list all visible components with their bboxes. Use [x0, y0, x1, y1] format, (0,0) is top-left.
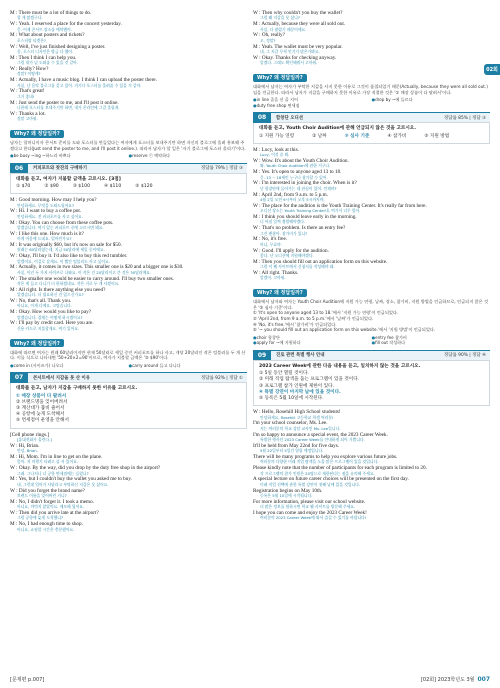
vocab-list	[253, 335, 490, 346]
dialogue-english: M : Then I think I can help you.	[10, 54, 77, 61]
dialogue-korean: 작은 게 들고 다니기 더 편하겠네요. 작은 거로 두 개 사겠어요.	[17, 281, 120, 287]
dialogue-korean: 그럼 왜 지갑을 못 샀니?	[260, 15, 300, 21]
dialogue-korean: 그래. 그나저나 너 공항 면세점에는 들렀니?	[17, 470, 89, 476]
dialogue-line	[10, 476, 247, 487]
dialogue-english: M : I think you should leave early in the morning.	[253, 214, 357, 221]
why-badge: Why? 왜 정답일까?	[253, 289, 307, 297]
why-badge: Why? 왜 정답일까?	[10, 130, 64, 138]
page-number: 007	[477, 675, 490, 683]
dialogue-korean: 안녕, Brian.	[17, 448, 38, 454]
dialogue-korean: 응. 13 ~ 18세인 누구나 참가할 수 있어.	[260, 174, 328, 180]
check-item: ④ 'No, it's free.'에서 '참가비'가 언급되었다.	[253, 321, 337, 327]
dialogue-english: W : Wow. It's about the Youth Choir Audition.	[253, 158, 349, 164]
left-column	[10, 10, 247, 532]
dialogue-line	[10, 432, 247, 443]
dialogue-line	[10, 88, 247, 99]
choice[interactable]: ② $90	[44, 184, 59, 190]
vocab-item: ● choir 합창단	[253, 335, 372, 341]
dialogue-korean: 신용 카드로 지불할게요. 여기 있어요.	[17, 325, 80, 331]
dialogue-english: W : Really? How?	[10, 66, 49, 73]
question-title: 커피포트와 찻잔의 구매하기	[33, 166, 87, 172]
dialogue-05-tail	[10, 10, 247, 122]
dialogue-line	[10, 55, 247, 66]
footer-left: [문제편 p.007]	[10, 676, 45, 683]
choice[interactable]: ① 5일 동안 열릴 것이다.	[259, 371, 309, 377]
choice[interactable]: ④ 공항에 늦게 도착해서	[16, 412, 65, 418]
dialogue-korean: 네, 그 지갑 무척 인기가 많은가봐요.	[260, 49, 320, 55]
dialogue-english: I'm your school counselor, Ms. Lee.	[253, 420, 328, 427]
dialogue-line	[253, 44, 490, 55]
dialogue-korean: Lucy, 이것 좀 봐.	[260, 152, 290, 158]
dialogue-english: M : Actually, because they were all sold out.	[253, 21, 346, 28]
choice[interactable]: ① 지원 가능 연령	[259, 133, 295, 139]
why-box-06	[10, 332, 247, 369]
dialogue-korean: 브랜드 이름을 잊어버린 거니?	[17, 493, 67, 499]
question-box-06	[10, 173, 247, 194]
question-text: 대화를 듣고, Youth Choir Audition에 관해 언급되지 않은 것을 고르시오.	[259, 126, 416, 132]
vocab-item: ● in line 줄을 선 줄 지어	[253, 97, 372, 103]
dialogue-english: Please kindly note that the number of participants for each program is limited to 20.	[253, 465, 427, 472]
dialogue-korean: 이게 마음에 드네요. 얼마인가요?	[17, 236, 72, 242]
dialogue-korean: 너 아침 일찍 출발해야겠다.	[260, 219, 306, 225]
question-text: 2023 Career Week에 관한 다음 내용을 듣고, 일치하지 않는 것을 고르시오.	[259, 363, 421, 369]
question-number: 07	[10, 373, 28, 383]
dialogue-line	[10, 10, 247, 21]
dialogue-korean: 와. Youth Choir Audition에 관한 거구나.	[260, 163, 331, 169]
dialogue-korean: 알겠어. 고마워.	[260, 275, 286, 281]
answer-rate: 정답률 92% | 정답 ①	[201, 375, 243, 381]
answer-rate: 정답률 85% | 정답 ③	[444, 115, 486, 121]
dialogue-line	[253, 147, 490, 158]
dialogue-korean: 아니요, 쇼핑할 시간은 충분했어요.	[17, 526, 75, 532]
dialogue-07-tail	[253, 10, 490, 66]
dialogue-english: M : Hi, Mom. I'm in line to get on the plane.	[10, 454, 103, 461]
why-box-08	[253, 281, 490, 346]
dialogue-english: M : No, I had enough time to shop.	[10, 521, 83, 528]
question-title: 진로 관련 특별 행사 안내	[276, 353, 325, 359]
why-box-05	[10, 122, 247, 159]
dialogue-line	[10, 100, 247, 111]
question-box-08	[253, 122, 490, 143]
why-text: 남자는 할머니이자 콘서트 준비를 도와 포스터를 만들었다는 여자에게 포스터를 보내주기만 하면 자신의 블로그에 올려 홍보해 주겠다고 한다(Just send the poster to me, and I'll post it online.). 따라서 남자가 할 일은 '자기 블로그에 포스터 올리기'이다.	[10, 140, 246, 151]
dialogue-korean: 엄마. 저 비행기 타려고 줄 서 있어요.	[17, 459, 79, 465]
dialogue-korean: 알겠다. 그래도 확인해줘서 고마워.	[260, 60, 318, 66]
dialogue-english: W : Okay. Thanks for checking anyway.	[253, 54, 337, 61]
dialogue-english: M : Yes. It's open to anyone aged 13 to 18.	[253, 169, 342, 176]
dialogue-line	[10, 264, 247, 275]
dialogue-english: W : No, that's all. Thank you.	[10, 298, 72, 305]
dialogue-english: W : Thanks a lot.	[10, 110, 46, 117]
dialogue-line	[10, 242, 247, 253]
dialogue-line	[253, 409, 490, 420]
why-text: 대화에서 남자는 여자가 부탁한 지갑을 사지 못한 이유로 그것이 품절되었기 때문(Actually, because they were all sold out.)임을 언급한다. 따라서 남자가 지갑을 구매하지 못한 이유로 가장 적절한 것은 '① 매장 상품이 다 팔려서'이다.	[253, 84, 488, 95]
dialogue-english: W : That's great!	[10, 88, 45, 95]
dialogue-line	[10, 231, 247, 242]
dialogue-line	[253, 432, 490, 443]
dialogue-korean: 네, 그런데 엄마가 사달라고 부탁하신 지갑은 못 샀어요.	[17, 481, 109, 487]
vocab-item: ● drop by ~에 들르다	[372, 97, 491, 103]
dialogue-english: W : Yeah. I reserved a place for the concert yesterday.	[10, 21, 122, 28]
dialogue-korean: 등록은 5월 10일에 시작됩니다.	[260, 493, 313, 499]
dialogue-english: M : Then you should fill out an application form on this website.	[253, 258, 388, 265]
dialogue-line	[253, 236, 490, 247]
dialogue-english: It'll be held from May 22nd for five days.	[253, 442, 340, 449]
vocab-list	[10, 153, 247, 159]
why-badge: Why? 왜 정답일까?	[10, 339, 64, 347]
vocab-item: ● carry around 들고 다니다	[129, 363, 248, 369]
dialogue-korean: [휴대전화가 울린다.]	[17, 437, 52, 443]
dialogue-korean: 음, 포스터 디자인은 방금 다 했어.	[17, 49, 74, 55]
dialogue-korean: 각 프로그램의 참가 인원은 20명으로 제한된다는 점을 유의해 주세요.	[260, 470, 375, 476]
dialogue-korean: 그럼 내가 널 도와줄 수 있을 것 같아.	[17, 60, 79, 66]
dialogue-english: M : It was originally $60, but it's now on sale for $50.	[10, 242, 122, 249]
question-header-09	[253, 350, 490, 360]
vocab-item: ● apply for ~에 지원하다	[253, 340, 372, 346]
vocab-item: ● duty free shop 면세점	[253, 103, 372, 109]
dialogue-line	[253, 32, 490, 43]
dialogue-line	[10, 276, 247, 287]
dialogue-line	[10, 21, 247, 32]
dialogue-line	[10, 287, 247, 298]
dialogue-english: W : Then why couldn't you buy the wallet?	[253, 10, 343, 16]
choice[interactable]: ③ $100	[72, 184, 90, 190]
dialogue-line	[10, 454, 247, 465]
dialogue-line	[10, 309, 247, 320]
dialogue-english: Registration begins on May 10th.	[253, 487, 323, 494]
dialogue-korean: 원래는 60달러였는데, 지금 50달러에 세일 중이에요.	[17, 247, 105, 253]
dialogue-english: For more information, please visit our school website.	[253, 498, 366, 505]
dialogue-english: W : Oh, really?	[253, 32, 285, 39]
question-title: 합창단 오디션	[276, 115, 303, 121]
check-item: ② 'April 2nd, from 9 a.m. to 5 p.m.'에서 '날짜'가 언급되었다.	[253, 316, 374, 322]
dialogue-english: W : Then did you arrive late at the airport?	[10, 510, 99, 517]
dialogue-line	[10, 32, 247, 43]
choice[interactable]: ③ 계산대가 붐비 줄어서	[16, 406, 65, 412]
question-title: 콘서트에서 지갑을 못 산 이유	[33, 375, 91, 381]
dialogue-line	[10, 465, 247, 476]
dialogue-korean: 오, 정말?	[260, 37, 276, 43]
dialogue-english: M : Just send the poster to me, and I'll post it online.	[10, 99, 119, 106]
dialogue-korean: 4월 2일 오전 9시부터 오후 5시까지야.	[260, 197, 325, 203]
dialogue-korean: 응. 어제 콘서트 장소를 예약했어.	[17, 26, 72, 32]
dialogue-06	[10, 197, 247, 331]
section-tab[interactable]: 02회	[484, 64, 500, 75]
dialogue-english: M : Yes, but I couldn't buy the wallet you asked me to buy.	[10, 476, 132, 483]
dialogue-line	[10, 111, 247, 122]
dialogue-line	[10, 44, 247, 55]
choice[interactable]: ② 브랜드명을 잊어버려서	[16, 399, 68, 405]
dialogue-korean: 좋다. 난 오디션에 지원해야겠다.	[260, 253, 314, 259]
dialogue-korean: 저는 여러분의 학교 상담 교사인 Ms. Lee입니다.	[260, 425, 341, 431]
dialogue-korean: 아니요, 까먹지 않았어요. 메모해 뒀어요.	[17, 504, 85, 510]
dialogue-korean: 5월 22일부터 5일간 열릴 예정입니다.	[260, 448, 324, 454]
question-header-08	[253, 112, 490, 122]
question-box-09	[253, 360, 490, 406]
choice[interactable]: ③ 프로그램 참가 인원에 제한이 있다.	[259, 383, 335, 389]
choice[interactable]: ⑤ 지원 방법	[424, 133, 450, 139]
dialogue-korean: 사실, 다 팔렸기 때문이에요.	[260, 26, 307, 32]
dialogue-line	[253, 158, 490, 169]
dialogue-08	[253, 147, 490, 281]
dialogue-line	[10, 77, 247, 88]
dialogue-korean: 사실, 이건 두 가지 사이즈로 나와요. 이 작은 건 20달러이고 큰 것은 30달러예요.	[17, 269, 152, 275]
choice[interactable]: ② 미래 직업 탐색을 돕는 프로그램이 있을 것이다.	[259, 377, 360, 383]
dialogue-line	[253, 476, 490, 487]
dialogue-korean: 알겠습니다. 더 필요하신 건 있으신가요?	[17, 292, 84, 298]
page-footer	[10, 674, 490, 684]
dialogue-korean: 특별한 행사인 2023 Career Week를 안내하게 되어 기쁩니다.	[260, 437, 365, 443]
choice[interactable]: ③ 심사 기준	[344, 133, 370, 139]
dialogue-english: [Cell phone rings.]	[10, 431, 50, 438]
dialogue-korean: 정말 고마워.	[17, 116, 38, 122]
dialogue-english: M : Okay. You can choose from these coffee pots.	[10, 219, 114, 226]
dialogue-line	[10, 253, 247, 264]
dialogue-korean: 나한테 포스터를 보내주기만 하면, 내가 온라인에 그걸 올릴게.	[17, 105, 120, 111]
dialogue-korean: 아니요, 이게 다예요. 고맙습니다.	[17, 303, 72, 309]
question-number: 08	[253, 113, 271, 123]
dialogue-english: W : I'll pay by credit card. Here you are.	[10, 320, 94, 327]
dialogue-english: W : The place for the audition is the Youth Training Center. It's really far from here.	[253, 202, 427, 209]
dialogue-line	[253, 225, 490, 236]
question-text: 대화를 듣고, 남자가 지갑을 구매하지 못한 이유를 고르시오.	[16, 386, 138, 392]
dialogue-korean: 알겠어요, 이걸로 살게요. 이 빨간 텀블러도 사고 싶어요.	[17, 258, 110, 264]
question-header-06	[10, 163, 247, 173]
dialogue-09	[253, 409, 490, 521]
dialogue-english: W : Hello, Rosehill High School students!	[253, 409, 341, 416]
dialogue-english: W : That's no problem. Is there an entry fee?	[253, 225, 346, 232]
dialogue-english: M : Actually, I have a music blog. I think I can upload the poster there.	[10, 77, 157, 84]
dialogue-english: M : Actually, it comes in two sizes. This smaller one is $20 and a bigger one is $30.	[10, 264, 184, 271]
dialogue-line	[253, 465, 490, 476]
dialogue-english: W : Did you forget the brand name?	[10, 487, 85, 494]
dialogue-line	[253, 21, 490, 32]
dialogue-korean: 안녕하세요, Rosehill 고등학교 학생 여러분!	[260, 414, 334, 420]
dialogue-line	[10, 488, 247, 499]
question-text: 대화를 듣고, 여자가 지불할 금액을 고르시오. [3점]	[16, 176, 121, 182]
dialogue-line	[253, 270, 490, 281]
dialogue-english: M : Good morning. How may I help you?	[10, 197, 97, 204]
dialogue-korean: 안녕하세요. 무엇을 도와드릴까요?	[17, 202, 74, 208]
dialogue-english: W : Okay, I'll buy it. I'd also like to buy this red tumbler.	[10, 253, 128, 260]
dialogue-line	[10, 220, 247, 231]
dialogue-english: M : Okay. How would you like to pay?	[10, 309, 92, 316]
choice-list	[259, 371, 484, 402]
dialogue-english: M : Yeah. The wallet must be very popular.	[253, 43, 343, 50]
dialogue-english: M : What about posters and tickets?	[10, 32, 85, 39]
dialogue-line	[253, 192, 490, 203]
dialogue-line	[253, 454, 490, 465]
dialogue-line	[253, 248, 490, 259]
choice-list	[16, 184, 241, 190]
dialogue-korean: 여러분이 2023 Career Week에 와서 즐길 수 있기를 바랍니다!	[260, 515, 367, 521]
dialogue-korean: 그럼 이 웹 사이트에서 신청서를 작성해야 돼.	[260, 264, 335, 270]
dialogue-line	[253, 169, 490, 180]
choice[interactable]: ① 매장 상품이 다 팔려서	[16, 393, 67, 399]
dialogue-english: There will be many programs to help you explore various future jobs.	[253, 454, 398, 461]
vocab-list	[253, 97, 490, 108]
question-box-07	[10, 382, 247, 428]
dialogue-english: W : All right. Thanks.	[253, 270, 299, 277]
dialogue-line	[253, 499, 490, 510]
dialogue-korean: 안녕하세요. 전 커피포트를 사고 싶어요.	[17, 213, 83, 219]
why-text: 대화에 따르면 여자는 원래 60달러이지만 현재 50달러로 세일 중인 커피포트를 하나 사고, 개당 20달러인 작은 텀블러를 두 개 산다. 이를 식으로 나타내면 '50+20×2=90'이므로, 여자가 지불할 금액은 '③ $90'이다.	[10, 349, 246, 361]
question-number: 09	[253, 350, 271, 360]
dialogue-line	[253, 488, 490, 499]
vocab-item: ● entry fee 참가비	[372, 335, 491, 341]
dialogue-line	[10, 298, 247, 309]
dialogue-line	[10, 443, 247, 454]
dialogue-english: M : April 2nd, from 9 a.m. to 5 p.m.	[253, 191, 328, 198]
dialogue-korean: 정말? 어떻게?	[17, 71, 41, 77]
answer-rate: 정답률 79% | 정답 ③	[201, 166, 243, 172]
dialogue-line	[253, 420, 490, 431]
right-column	[253, 10, 490, 521]
dialogue-english: M : No, I didn't forget it. I took a memo.	[10, 498, 94, 505]
dialogue-korean: 그럼 공항에 늦게 도착했니?	[17, 515, 63, 521]
dialogue-line	[10, 499, 247, 510]
dialogue-english: M : No, it's free.	[253, 236, 288, 243]
vocab-list	[10, 363, 247, 369]
choice-list	[259, 134, 484, 140]
dialogue-english: A special lecture on future career choices will be presented on the first day.	[253, 476, 409, 483]
dialogue-line	[10, 510, 247, 521]
dialogue-english: W : I like this one. How much is it?	[10, 230, 84, 237]
dialogue-english: I hope you can come and enjoy the 2023 Career Week!	[253, 510, 367, 517]
choice[interactable]: ⑤ 면세점이 운영을 안해서	[16, 418, 69, 424]
dialogue-korean: 그건 괜찮아. 참가비가 있니?	[260, 230, 308, 236]
dialogue-korean: 할 게 많겠구나.	[17, 15, 43, 21]
why-box-07	[253, 66, 490, 108]
dialogue-english: W : The smaller one would be easier to carry around. I'll buy two smaller ones.	[10, 275, 174, 282]
dialogue-english: W : Good. I'll apply for the audition.	[253, 247, 329, 254]
dialogue-english: M : All right. Is there anything else you need?	[10, 286, 106, 293]
dialogue-english: M : There must be a lot of things to do.	[10, 10, 92, 16]
choice[interactable]: ④ 특별 강연이 마지막 날에 있을 것이다.	[259, 389, 341, 395]
dialogue-korean: 난 합창단에 들어가는 데 관심이 있어. 언제야?	[260, 185, 337, 191]
choice[interactable]: ① $70	[16, 184, 31, 190]
dialogue-english: M : Lucy, look at this.	[253, 146, 299, 153]
choice-list	[16, 394, 241, 425]
dialogue-korean: 포스터랑 티켓은?	[17, 37, 46, 43]
footer-right: [02회] 2023학년도 3월	[420, 676, 475, 683]
vocab-item: ● come in (사이즈가) 나오다	[10, 363, 129, 369]
check-item: ① 'It's open to anyone aged 13 to 18.'에서 '지원 가능 연령'이 언급되었다.	[253, 310, 399, 316]
choice[interactable]: ⑤ 등록은 5월 10일에 시작된다.	[259, 396, 324, 401]
dialogue-english: W : Okay. By the way, did you drop by the duty free shop in the airport?	[10, 465, 161, 472]
choice[interactable]: ⑤ $120	[135, 184, 153, 190]
dialogue-korean: 미래 직업 선택에 관한 특별 강연이 첫째 날에 있을 것입니다.	[260, 481, 361, 487]
choice[interactable]: ④ $110	[104, 184, 122, 190]
dialogue-line	[10, 197, 247, 208]
choice[interactable]: ④ 참가비	[387, 133, 407, 139]
dialogue-english: W : Hi, Brian.	[10, 442, 40, 449]
dialogue-line	[10, 208, 247, 219]
dialogue-line	[10, 66, 247, 77]
dialogue-english: W : I'm interested in joining the choir. When is it?	[253, 180, 357, 187]
why-badge: Why? 왜 정답일까?	[253, 74, 307, 82]
dialogue-korean: 사실, 난 음악 블로그를 갖고 있어. 거기다 포스터를 올려줄 수 있을 거 같아.	[17, 82, 142, 88]
dialogue-line	[10, 320, 247, 331]
dialogue-line	[253, 10, 490, 21]
vocab-item: ● reserve ⓥ 예약하다	[129, 153, 248, 159]
vocab-item: ● fill out 작성하다	[372, 340, 491, 346]
dialogue-korean: 알겠습니다. 여기 있는 커피포트 중에 고르시면 돼요.	[17, 225, 104, 231]
dialogue-korean: 알겠습니다. 결제는 어떻게 하시겠어요?	[17, 314, 83, 320]
dialogue-korean: 오디션 장소는 Youth Training Center네. 여기서 너무 멀어.	[260, 208, 361, 214]
question-number: 06	[10, 163, 28, 173]
dialogue-english: W : Hi. I want to buy a coffee pot.	[10, 208, 82, 215]
dialogue-korean: 그거 좋네!	[17, 93, 35, 99]
check-item: ⑤ '~ you should fill out an application form on this website.'에서 '지원 방법'이 언급되었다.	[253, 327, 436, 333]
dialogue-english: W : Well, I've just finished designing a poster.	[10, 43, 106, 50]
dialogue-line	[253, 203, 490, 214]
dialogue-korean: 더 많은 정보를 원하시면 학교 웹 사이트를 방문해 주세요.	[260, 504, 356, 510]
dialogue-korean: 아니, 무료야.	[260, 241, 282, 247]
dialogue-line	[253, 55, 490, 66]
why-text: 대화에서 남자와 여자는 Youth Choir Audition에 지원 가능 연령, 날짜, 장소, 참가비, 지원 방법을 언급하므로, 언급되지 않은 것은 '③ 심사 기준'이다.	[253, 299, 489, 310]
choice[interactable]: ② 날짜	[312, 133, 327, 139]
question-header-07	[10, 372, 247, 382]
dialogue-english: I'm so happy to announce a special event, the 2023 Career Week.	[253, 431, 388, 438]
dialogue-line	[253, 259, 490, 270]
vocab-item: ● be busy ~ing ~하느라 바쁘다	[10, 153, 129, 159]
answer-rate: 정답률 90% | 정답 ④	[444, 353, 486, 359]
dialogue-line	[253, 510, 490, 521]
dialogue-line	[253, 180, 490, 191]
dialogue-line	[253, 443, 490, 454]
dialogue-line	[253, 214, 490, 225]
dialogue-korean: 여러분의 다양한 미래 직업 탐색을 도울 많은 프로그램이 있을 것입니다.	[260, 459, 379, 465]
dialogue-07	[10, 432, 247, 533]
dialogue-line	[10, 521, 247, 532]
